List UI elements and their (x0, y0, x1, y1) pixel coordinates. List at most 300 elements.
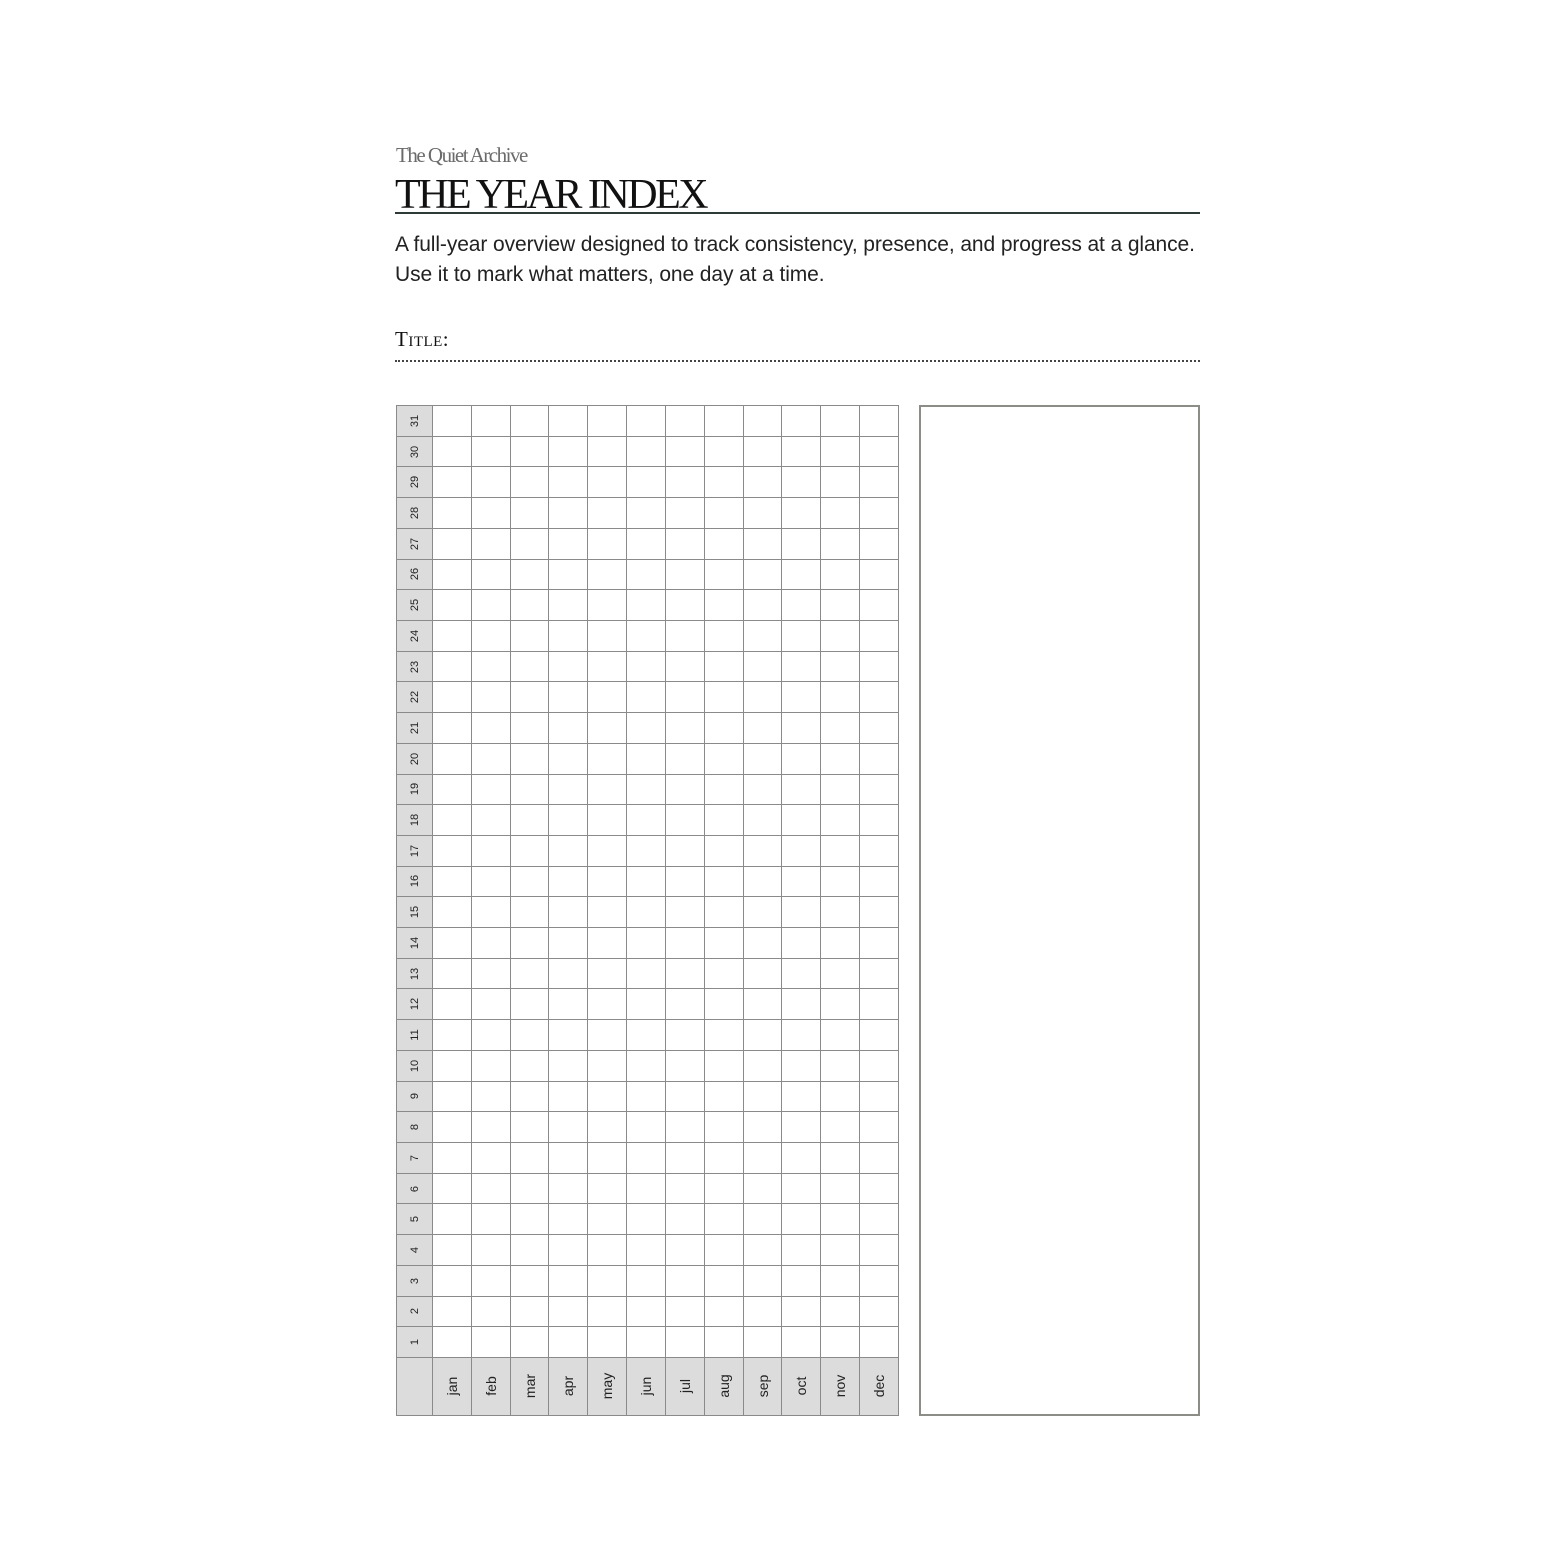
tracker-cell-may-2[interactable] (588, 1297, 627, 1328)
tracker-cell-jun-30[interactable] (627, 437, 666, 468)
tracker-cell-dec-7[interactable] (860, 1143, 899, 1174)
tracker-cell-apr-13[interactable] (549, 959, 588, 990)
tracker-cell-jun-29[interactable] (627, 467, 666, 498)
tracker-cell-feb-18[interactable] (472, 805, 511, 836)
tracker-cell-may-7[interactable] (588, 1143, 627, 1174)
tracker-cell-may-13[interactable] (588, 959, 627, 990)
tracker-cell-apr-15[interactable] (549, 897, 588, 928)
tracker-cell-may-10[interactable] (588, 1051, 627, 1082)
tracker-cell-aug-17[interactable] (705, 836, 744, 867)
tracker-cell-nov-2[interactable] (821, 1297, 860, 1328)
tracker-cell-apr-5[interactable] (549, 1204, 588, 1235)
tracker-cell-aug-20[interactable] (705, 744, 744, 775)
tracker-cell-aug-23[interactable] (705, 652, 744, 683)
tracker-cell-nov-14[interactable] (821, 928, 860, 959)
tracker-cell-jun-28[interactable] (627, 498, 666, 529)
tracker-cell-mar-4[interactable] (511, 1235, 550, 1266)
tracker-cell-apr-16[interactable] (549, 867, 588, 898)
tracker-cell-jan-7[interactable] (433, 1143, 472, 1174)
tracker-cell-aug-6[interactable] (705, 1174, 744, 1205)
tracker-cell-jan-9[interactable] (433, 1082, 472, 1113)
tracker-cell-oct-18[interactable] (782, 805, 821, 836)
tracker-cell-mar-29[interactable] (511, 467, 550, 498)
tracker-cell-mar-19[interactable] (511, 775, 550, 806)
tracker-cell-mar-7[interactable] (511, 1143, 550, 1174)
tracker-cell-may-20[interactable] (588, 744, 627, 775)
tracker-cell-oct-30[interactable] (782, 437, 821, 468)
tracker-cell-sep-9[interactable] (744, 1082, 783, 1113)
tracker-cell-nov-1[interactable] (821, 1327, 860, 1358)
tracker-cell-sep-3[interactable] (744, 1266, 783, 1297)
tracker-cell-apr-11[interactable] (549, 1020, 588, 1051)
tracker-cell-may-22[interactable] (588, 682, 627, 713)
tracker-cell-aug-26[interactable] (705, 560, 744, 591)
tracker-cell-may-23[interactable] (588, 652, 627, 683)
tracker-cell-aug-13[interactable] (705, 959, 744, 990)
tracker-cell-jun-14[interactable] (627, 928, 666, 959)
tracker-cell-jan-15[interactable] (433, 897, 472, 928)
tracker-cell-jan-8[interactable] (433, 1112, 472, 1143)
tracker-cell-nov-23[interactable] (821, 652, 860, 683)
tracker-cell-mar-12[interactable] (511, 989, 550, 1020)
tracker-cell-apr-26[interactable] (549, 560, 588, 591)
tracker-cell-oct-27[interactable] (782, 529, 821, 560)
tracker-cell-jan-30[interactable] (433, 437, 472, 468)
tracker-cell-apr-10[interactable] (549, 1051, 588, 1082)
tracker-cell-jan-27[interactable] (433, 529, 472, 560)
tracker-cell-sep-30[interactable] (744, 437, 783, 468)
tracker-cell-jan-5[interactable] (433, 1204, 472, 1235)
tracker-cell-feb-22[interactable] (472, 682, 511, 713)
tracker-cell-nov-9[interactable] (821, 1082, 860, 1113)
tracker-cell-jun-15[interactable] (627, 897, 666, 928)
tracker-cell-sep-8[interactable] (744, 1112, 783, 1143)
tracker-cell-sep-20[interactable] (744, 744, 783, 775)
tracker-cell-aug-15[interactable] (705, 897, 744, 928)
tracker-cell-feb-14[interactable] (472, 928, 511, 959)
tracker-cell-sep-22[interactable] (744, 682, 783, 713)
tracker-cell-feb-10[interactable] (472, 1051, 511, 1082)
tracker-cell-apr-27[interactable] (549, 529, 588, 560)
tracker-cell-aug-11[interactable] (705, 1020, 744, 1051)
tracker-cell-may-17[interactable] (588, 836, 627, 867)
tracker-cell-oct-29[interactable] (782, 467, 821, 498)
tracker-cell-dec-23[interactable] (860, 652, 899, 683)
tracker-cell-aug-16[interactable] (705, 867, 744, 898)
tracker-cell-oct-7[interactable] (782, 1143, 821, 1174)
tracker-cell-mar-31[interactable] (511, 406, 550, 437)
tracker-cell-nov-6[interactable] (821, 1174, 860, 1205)
tracker-cell-jun-20[interactable] (627, 744, 666, 775)
tracker-cell-dec-29[interactable] (860, 467, 899, 498)
tracker-cell-feb-1[interactable] (472, 1327, 511, 1358)
tracker-cell-jun-12[interactable] (627, 989, 666, 1020)
tracker-cell-dec-26[interactable] (860, 560, 899, 591)
tracker-cell-sep-21[interactable] (744, 713, 783, 744)
tracker-cell-jan-26[interactable] (433, 560, 472, 591)
tracker-cell-jan-18[interactable] (433, 805, 472, 836)
tracker-cell-mar-26[interactable] (511, 560, 550, 591)
tracker-cell-oct-5[interactable] (782, 1204, 821, 1235)
tracker-cell-apr-17[interactable] (549, 836, 588, 867)
tracker-cell-aug-30[interactable] (705, 437, 744, 468)
tracker-cell-nov-30[interactable] (821, 437, 860, 468)
tracker-cell-oct-14[interactable] (782, 928, 821, 959)
tracker-cell-may-28[interactable] (588, 498, 627, 529)
tracker-cell-may-24[interactable] (588, 621, 627, 652)
tracker-cell-jan-6[interactable] (433, 1174, 472, 1205)
tracker-cell-mar-24[interactable] (511, 621, 550, 652)
tracker-cell-mar-14[interactable] (511, 928, 550, 959)
tracker-cell-feb-20[interactable] (472, 744, 511, 775)
tracker-cell-mar-11[interactable] (511, 1020, 550, 1051)
tracker-cell-jan-2[interactable] (433, 1297, 472, 1328)
tracker-cell-apr-23[interactable] (549, 652, 588, 683)
tracker-cell-dec-5[interactable] (860, 1204, 899, 1235)
tracker-cell-jun-27[interactable] (627, 529, 666, 560)
tracker-cell-jan-20[interactable] (433, 744, 472, 775)
tracker-cell-jan-21[interactable] (433, 713, 472, 744)
tracker-cell-may-31[interactable] (588, 406, 627, 437)
tracker-cell-mar-20[interactable] (511, 744, 550, 775)
tracker-cell-dec-16[interactable] (860, 867, 899, 898)
tracker-cell-sep-4[interactable] (744, 1235, 783, 1266)
tracker-cell-feb-31[interactable] (472, 406, 511, 437)
tracker-cell-jan-1[interactable] (433, 1327, 472, 1358)
tracker-cell-feb-27[interactable] (472, 529, 511, 560)
tracker-cell-dec-2[interactable] (860, 1297, 899, 1328)
tracker-cell-feb-4[interactable] (472, 1235, 511, 1266)
tracker-cell-oct-19[interactable] (782, 775, 821, 806)
tracker-cell-jul-8[interactable] (666, 1112, 705, 1143)
tracker-cell-may-19[interactable] (588, 775, 627, 806)
tracker-cell-oct-26[interactable] (782, 560, 821, 591)
tracker-cell-apr-20[interactable] (549, 744, 588, 775)
tracker-cell-aug-24[interactable] (705, 621, 744, 652)
tracker-cell-oct-25[interactable] (782, 590, 821, 621)
tracker-cell-jun-19[interactable] (627, 775, 666, 806)
tracker-cell-may-27[interactable] (588, 529, 627, 560)
tracker-cell-aug-3[interactable] (705, 1266, 744, 1297)
tracker-cell-sep-27[interactable] (744, 529, 783, 560)
tracker-cell-nov-28[interactable] (821, 498, 860, 529)
tracker-cell-feb-17[interactable] (472, 836, 511, 867)
tracker-cell-mar-5[interactable] (511, 1204, 550, 1235)
tracker-cell-jul-18[interactable] (666, 805, 705, 836)
tracker-cell-mar-6[interactable] (511, 1174, 550, 1205)
tracker-cell-aug-18[interactable] (705, 805, 744, 836)
tracker-cell-sep-18[interactable] (744, 805, 783, 836)
tracker-cell-sep-7[interactable] (744, 1143, 783, 1174)
tracker-cell-aug-28[interactable] (705, 498, 744, 529)
tracker-cell-mar-8[interactable] (511, 1112, 550, 1143)
tracker-cell-jul-30[interactable] (666, 437, 705, 468)
tracker-cell-apr-30[interactable] (549, 437, 588, 468)
tracker-cell-oct-31[interactable] (782, 406, 821, 437)
tracker-cell-mar-25[interactable] (511, 590, 550, 621)
tracker-cell-jun-11[interactable] (627, 1020, 666, 1051)
tracker-cell-apr-29[interactable] (549, 467, 588, 498)
tracker-cell-oct-9[interactable] (782, 1082, 821, 1113)
tracker-cell-feb-2[interactable] (472, 1297, 511, 1328)
tracker-cell-may-16[interactable] (588, 867, 627, 898)
tracker-cell-jan-23[interactable] (433, 652, 472, 683)
tracker-cell-jun-31[interactable] (627, 406, 666, 437)
tracker-cell-apr-19[interactable] (549, 775, 588, 806)
tracker-cell-oct-22[interactable] (782, 682, 821, 713)
tracker-cell-may-9[interactable] (588, 1082, 627, 1113)
tracker-cell-apr-28[interactable] (549, 498, 588, 529)
tracker-cell-jul-13[interactable] (666, 959, 705, 990)
tracker-cell-mar-22[interactable] (511, 682, 550, 713)
tracker-cell-aug-22[interactable] (705, 682, 744, 713)
tracker-cell-sep-28[interactable] (744, 498, 783, 529)
tracker-cell-jun-26[interactable] (627, 560, 666, 591)
tracker-cell-aug-1[interactable] (705, 1327, 744, 1358)
tracker-cell-jun-2[interactable] (627, 1297, 666, 1328)
tracker-cell-mar-2[interactable] (511, 1297, 550, 1328)
tracker-cell-jul-15[interactable] (666, 897, 705, 928)
tracker-cell-mar-13[interactable] (511, 959, 550, 990)
tracker-cell-jul-1[interactable] (666, 1327, 705, 1358)
tracker-cell-dec-27[interactable] (860, 529, 899, 560)
tracker-cell-jul-24[interactable] (666, 621, 705, 652)
tracker-cell-oct-4[interactable] (782, 1235, 821, 1266)
tracker-cell-mar-30[interactable] (511, 437, 550, 468)
tracker-cell-jul-9[interactable] (666, 1082, 705, 1113)
tracker-cell-jun-21[interactable] (627, 713, 666, 744)
tracker-cell-nov-11[interactable] (821, 1020, 860, 1051)
tracker-cell-jul-26[interactable] (666, 560, 705, 591)
tracker-cell-mar-3[interactable] (511, 1266, 550, 1297)
tracker-cell-nov-26[interactable] (821, 560, 860, 591)
tracker-cell-feb-13[interactable] (472, 959, 511, 990)
tracker-cell-nov-29[interactable] (821, 467, 860, 498)
tracker-cell-jul-14[interactable] (666, 928, 705, 959)
tracker-cell-apr-7[interactable] (549, 1143, 588, 1174)
tracker-cell-jul-12[interactable] (666, 989, 705, 1020)
tracker-cell-feb-30[interactable] (472, 437, 511, 468)
tracker-cell-apr-24[interactable] (549, 621, 588, 652)
tracker-cell-feb-6[interactable] (472, 1174, 511, 1205)
tracker-cell-nov-22[interactable] (821, 682, 860, 713)
tracker-cell-jul-10[interactable] (666, 1051, 705, 1082)
tracker-cell-oct-23[interactable] (782, 652, 821, 683)
tracker-cell-nov-15[interactable] (821, 897, 860, 928)
tracker-cell-apr-25[interactable] (549, 590, 588, 621)
tracker-cell-apr-31[interactable] (549, 406, 588, 437)
tracker-cell-dec-19[interactable] (860, 775, 899, 806)
tracker-cell-nov-21[interactable] (821, 713, 860, 744)
tracker-cell-jun-16[interactable] (627, 867, 666, 898)
tracker-cell-nov-8[interactable] (821, 1112, 860, 1143)
tracker-cell-apr-4[interactable] (549, 1235, 588, 1266)
tracker-cell-aug-14[interactable] (705, 928, 744, 959)
tracker-cell-dec-13[interactable] (860, 959, 899, 990)
tracker-cell-dec-30[interactable] (860, 437, 899, 468)
tracker-cell-jan-14[interactable] (433, 928, 472, 959)
tracker-cell-jan-4[interactable] (433, 1235, 472, 1266)
tracker-cell-nov-24[interactable] (821, 621, 860, 652)
tracker-cell-sep-2[interactable] (744, 1297, 783, 1328)
tracker-cell-mar-17[interactable] (511, 836, 550, 867)
tracker-cell-may-21[interactable] (588, 713, 627, 744)
tracker-cell-aug-4[interactable] (705, 1235, 744, 1266)
tracker-cell-dec-6[interactable] (860, 1174, 899, 1205)
tracker-cell-sep-17[interactable] (744, 836, 783, 867)
tracker-cell-may-26[interactable] (588, 560, 627, 591)
tracker-cell-apr-1[interactable] (549, 1327, 588, 1358)
tracker-cell-jul-29[interactable] (666, 467, 705, 498)
tracker-cell-feb-26[interactable] (472, 560, 511, 591)
tracker-cell-may-1[interactable] (588, 1327, 627, 1358)
tracker-cell-sep-14[interactable] (744, 928, 783, 959)
tracker-cell-jul-19[interactable] (666, 775, 705, 806)
tracker-cell-jul-31[interactable] (666, 406, 705, 437)
tracker-cell-mar-10[interactable] (511, 1051, 550, 1082)
tracker-cell-jan-16[interactable] (433, 867, 472, 898)
tracker-cell-sep-5[interactable] (744, 1204, 783, 1235)
tracker-cell-dec-15[interactable] (860, 897, 899, 928)
tracker-cell-may-5[interactable] (588, 1204, 627, 1235)
tracker-cell-jan-19[interactable] (433, 775, 472, 806)
tracker-cell-oct-10[interactable] (782, 1051, 821, 1082)
tracker-cell-oct-17[interactable] (782, 836, 821, 867)
tracker-cell-aug-19[interactable] (705, 775, 744, 806)
tracker-cell-may-30[interactable] (588, 437, 627, 468)
tracker-cell-nov-10[interactable] (821, 1051, 860, 1082)
tracker-cell-oct-12[interactable] (782, 989, 821, 1020)
tracker-cell-oct-2[interactable] (782, 1297, 821, 1328)
tracker-cell-feb-19[interactable] (472, 775, 511, 806)
tracker-cell-sep-10[interactable] (744, 1051, 783, 1082)
tracker-cell-feb-23[interactable] (472, 652, 511, 683)
tracker-cell-jul-4[interactable] (666, 1235, 705, 1266)
tracker-cell-apr-18[interactable] (549, 805, 588, 836)
tracker-cell-jun-25[interactable] (627, 590, 666, 621)
tracker-cell-feb-28[interactable] (472, 498, 511, 529)
tracker-cell-feb-25[interactable] (472, 590, 511, 621)
tracker-cell-nov-31[interactable] (821, 406, 860, 437)
tracker-cell-jul-20[interactable] (666, 744, 705, 775)
tracker-cell-nov-20[interactable] (821, 744, 860, 775)
tracker-cell-jan-11[interactable] (433, 1020, 472, 1051)
tracker-cell-jan-22[interactable] (433, 682, 472, 713)
tracker-cell-jan-31[interactable] (433, 406, 472, 437)
tracker-cell-jun-1[interactable] (627, 1327, 666, 1358)
tracker-cell-nov-16[interactable] (821, 867, 860, 898)
tracker-cell-aug-2[interactable] (705, 1297, 744, 1328)
tracker-cell-oct-6[interactable] (782, 1174, 821, 1205)
tracker-cell-jan-10[interactable] (433, 1051, 472, 1082)
tracker-cell-dec-25[interactable] (860, 590, 899, 621)
tracker-cell-sep-25[interactable] (744, 590, 783, 621)
tracker-cell-jan-24[interactable] (433, 621, 472, 652)
tracker-cell-mar-1[interactable] (511, 1327, 550, 1358)
tracker-cell-aug-10[interactable] (705, 1051, 744, 1082)
tracker-cell-jul-11[interactable] (666, 1020, 705, 1051)
tracker-cell-oct-20[interactable] (782, 744, 821, 775)
tracker-cell-sep-6[interactable] (744, 1174, 783, 1205)
tracker-cell-nov-18[interactable] (821, 805, 860, 836)
tracker-cell-feb-24[interactable] (472, 621, 511, 652)
tracker-cell-jul-2[interactable] (666, 1297, 705, 1328)
tracker-cell-feb-21[interactable] (472, 713, 511, 744)
tracker-cell-oct-13[interactable] (782, 959, 821, 990)
tracker-cell-apr-6[interactable] (549, 1174, 588, 1205)
tracker-cell-dec-22[interactable] (860, 682, 899, 713)
tracker-cell-jan-3[interactable] (433, 1266, 472, 1297)
tracker-cell-nov-5[interactable] (821, 1204, 860, 1235)
tracker-cell-jun-13[interactable] (627, 959, 666, 990)
tracker-cell-jul-17[interactable] (666, 836, 705, 867)
tracker-cell-jun-24[interactable] (627, 621, 666, 652)
tracker-cell-jun-3[interactable] (627, 1266, 666, 1297)
tracker-cell-aug-25[interactable] (705, 590, 744, 621)
tracker-cell-jan-12[interactable] (433, 989, 472, 1020)
tracker-cell-oct-3[interactable] (782, 1266, 821, 1297)
tracker-cell-nov-3[interactable] (821, 1266, 860, 1297)
tracker-cell-may-25[interactable] (588, 590, 627, 621)
tracker-cell-aug-9[interactable] (705, 1082, 744, 1113)
tracker-cell-jan-17[interactable] (433, 836, 472, 867)
tracker-cell-jun-6[interactable] (627, 1174, 666, 1205)
tracker-cell-may-18[interactable] (588, 805, 627, 836)
tracker-cell-nov-13[interactable] (821, 959, 860, 990)
tracker-cell-aug-27[interactable] (705, 529, 744, 560)
tracker-cell-apr-14[interactable] (549, 928, 588, 959)
title-field-line[interactable] (395, 360, 1200, 362)
tracker-cell-oct-16[interactable] (782, 867, 821, 898)
tracker-cell-may-3[interactable] (588, 1266, 627, 1297)
tracker-cell-oct-21[interactable] (782, 713, 821, 744)
tracker-cell-dec-9[interactable] (860, 1082, 899, 1113)
tracker-cell-jun-22[interactable] (627, 682, 666, 713)
tracker-cell-mar-15[interactable] (511, 897, 550, 928)
tracker-cell-jul-6[interactable] (666, 1174, 705, 1205)
tracker-cell-dec-20[interactable] (860, 744, 899, 775)
tracker-cell-oct-15[interactable] (782, 897, 821, 928)
tracker-cell-feb-11[interactable] (472, 1020, 511, 1051)
tracker-cell-aug-21[interactable] (705, 713, 744, 744)
tracker-cell-apr-8[interactable] (549, 1112, 588, 1143)
tracker-cell-jun-8[interactable] (627, 1112, 666, 1143)
tracker-cell-jan-25[interactable] (433, 590, 472, 621)
tracker-cell-may-4[interactable] (588, 1235, 627, 1266)
tracker-cell-feb-9[interactable] (472, 1082, 511, 1113)
tracker-cell-mar-16[interactable] (511, 867, 550, 898)
tracker-cell-nov-4[interactable] (821, 1235, 860, 1266)
tracker-cell-jul-25[interactable] (666, 590, 705, 621)
tracker-cell-jun-10[interactable] (627, 1051, 666, 1082)
tracker-cell-jul-16[interactable] (666, 867, 705, 898)
tracker-cell-dec-21[interactable] (860, 713, 899, 744)
tracker-cell-may-14[interactable] (588, 928, 627, 959)
tracker-cell-apr-22[interactable] (549, 682, 588, 713)
tracker-cell-sep-12[interactable] (744, 989, 783, 1020)
tracker-cell-jun-23[interactable] (627, 652, 666, 683)
tracker-cell-dec-14[interactable] (860, 928, 899, 959)
tracker-cell-aug-7[interactable] (705, 1143, 744, 1174)
tracker-cell-apr-9[interactable] (549, 1082, 588, 1113)
tracker-cell-jul-3[interactable] (666, 1266, 705, 1297)
tracker-cell-nov-19[interactable] (821, 775, 860, 806)
tracker-cell-feb-15[interactable] (472, 897, 511, 928)
tracker-cell-may-11[interactable] (588, 1020, 627, 1051)
tracker-cell-apr-12[interactable] (549, 989, 588, 1020)
tracker-cell-mar-9[interactable] (511, 1082, 550, 1113)
tracker-cell-feb-3[interactable] (472, 1266, 511, 1297)
